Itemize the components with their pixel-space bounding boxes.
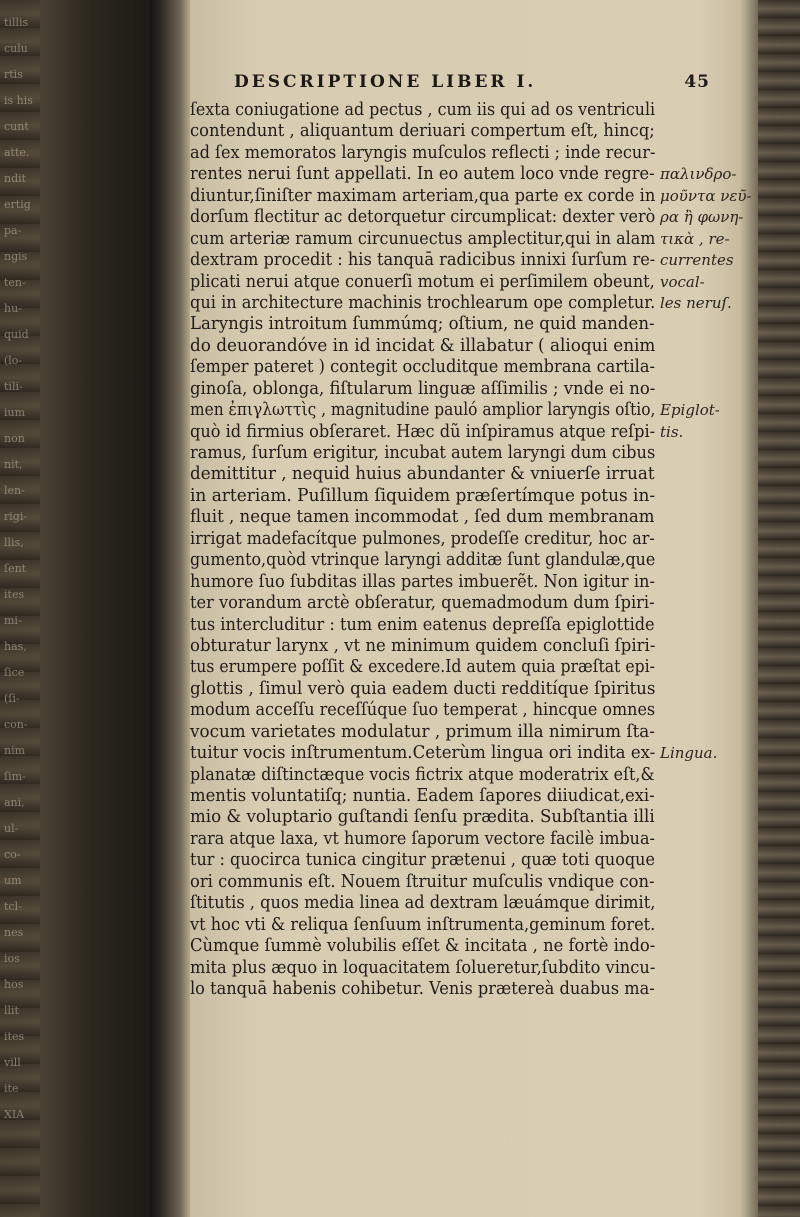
left-page-fragment: mi- xyxy=(4,614,22,627)
text-line xyxy=(190,765,750,786)
text-line-content: qui in architecture machinis trochlearum ope completur. xyxy=(190,292,656,313)
text-line-content: tur : quocirca tunica cingitur prætenui , quæ toti quoque xyxy=(190,850,655,871)
left-page-fragment: llit xyxy=(4,1004,19,1017)
text-line-content: ori communis eſt. Nouem ſtruitur muſculis vndique con- xyxy=(190,871,655,892)
margin-note: Lingua. xyxy=(660,744,718,763)
left-page-fragment: um xyxy=(4,874,22,887)
left-page-fragment: nit, xyxy=(4,458,23,471)
left-page-fragment: con- xyxy=(4,718,28,731)
margin-note: παλινδρο- xyxy=(660,165,737,184)
text-line xyxy=(190,357,750,378)
text-line-content: vt hoc vti & reliqua ſenſuum inſtrumenta,geminum foret. xyxy=(190,914,656,935)
text-line xyxy=(190,572,750,593)
body-text xyxy=(190,100,750,1000)
text-line-content: in arteriam. Puſillum ſiquidem præſertímque potus in- xyxy=(190,485,656,506)
text-line xyxy=(190,400,750,421)
text-line xyxy=(190,229,750,250)
left-page-fragment: ndit xyxy=(4,172,27,185)
left-page-fragment: ul- xyxy=(4,822,19,835)
text-line xyxy=(190,250,750,271)
margin-note: Epiglot- xyxy=(660,401,720,420)
text-line-content: fluit , neque tamen incommodat , ſed dum membranam xyxy=(190,507,655,528)
text-line-content: diuntur,ſiniſter maximam arteriam,qua parte ex corde in xyxy=(190,185,656,206)
left-page-fragment: (ſi- xyxy=(4,692,20,705)
left-page-fragment: hos xyxy=(4,978,24,991)
left-page-fragment: ſent xyxy=(4,562,27,575)
text-line-content: ter vorandum arctè obſeratur, quemadmodum dum ſpiri- xyxy=(190,593,655,614)
left-page-fragment: ſim- xyxy=(4,770,26,783)
text-line-content: demittitur , nequid huius abundanter & vniuerſe irruat xyxy=(190,464,655,485)
text-line-content: dextram procedit : his tanquā radicibus innixi ſurſum re- xyxy=(190,250,656,271)
text-line xyxy=(190,593,750,614)
text-line-content: plicati nerui atque conuerſi motum ei perſimilem obeunt, xyxy=(190,271,655,292)
left-page-fragment: llis, xyxy=(4,536,24,549)
left-page-fragment: ſice xyxy=(4,666,25,679)
left-page-fragment: pa- xyxy=(4,224,22,237)
text-line xyxy=(190,615,750,636)
text-line-content: ramus, ſurſum erigitur, incubat autem laryngi dum cibus xyxy=(190,443,656,463)
text-line xyxy=(190,121,750,142)
text-line-content: obturatur larynx , vt ne minimum quidem concluſi ſpiri- xyxy=(190,635,656,656)
left-page-fragment: atte. xyxy=(4,146,30,159)
left-page-fragment: quid xyxy=(4,328,29,341)
left-page-fragment: ites xyxy=(4,588,25,601)
text-line xyxy=(190,186,750,207)
left-page-fragment: is his xyxy=(4,94,33,107)
margin-note: tis. xyxy=(660,422,684,441)
left-page-fragment: ium xyxy=(4,406,26,419)
text-line-content: humore ſuo ſubditas illas partes imbuerẽt. Non igitur in- xyxy=(190,571,655,592)
text-line xyxy=(190,336,750,357)
text-line xyxy=(190,850,750,871)
text-line xyxy=(190,679,750,700)
text-line-content: rentes nerui ſunt appellati. In eo autem loco vnde regre- xyxy=(190,164,655,185)
text-line xyxy=(190,979,750,1000)
left-page-fragment: len- xyxy=(4,484,25,497)
margin-note: les neruſ. xyxy=(660,293,732,312)
text-line-content: contendunt , aliquantum deriuari compertum eſt, hincq; xyxy=(190,121,655,142)
book-page xyxy=(190,70,750,1210)
left-page-fragment: ites xyxy=(4,1030,25,1043)
left-page-fragment: nes xyxy=(4,926,24,939)
left-page-fragment: ite xyxy=(4,1082,19,1095)
text-line xyxy=(190,486,750,507)
left-page-fragment: (lo- xyxy=(4,354,23,367)
left-page-fragments xyxy=(4,10,38,1128)
text-line-content: do deuorandóve in id incidat & illabatur ( alioqui enim xyxy=(190,335,656,356)
left-page-fragment: co- xyxy=(4,848,21,861)
text-line xyxy=(190,379,750,400)
text-line xyxy=(190,529,750,550)
right-page-edge xyxy=(758,0,800,1217)
text-line xyxy=(190,700,750,721)
text-line xyxy=(190,636,750,657)
left-page-fragment: ten- xyxy=(4,276,26,289)
left-page-fragment: hu- xyxy=(4,302,22,315)
left-page-fragment: non xyxy=(4,432,25,445)
book-spine-shadow xyxy=(150,0,190,1217)
text-line xyxy=(190,936,750,957)
text-line-content: tus erumpere poſſit & excedere.Id autem quia præſtat epi- xyxy=(190,657,655,678)
text-line-content: rara atque laxa, vt humore ſaporum vectore facilè imbua- xyxy=(190,828,655,849)
text-line xyxy=(190,443,750,464)
page-number: 45 xyxy=(684,72,710,92)
text-line xyxy=(190,743,750,764)
text-line-content: lo tanquā habenis cohibetur. Venis prætereà duabus ma- xyxy=(190,978,655,999)
left-page-fragment: has, xyxy=(4,640,27,653)
text-line xyxy=(190,314,750,335)
left-page-fragment: tili- xyxy=(4,380,23,393)
left-page-fragment: ngis xyxy=(4,250,28,263)
text-line-content: irrigat madefacítque pulmones, prodeſſe creditur, hoc ar- xyxy=(190,528,655,549)
left-page-fragment: ani, xyxy=(4,796,25,809)
margin-note: currentes xyxy=(660,251,734,270)
margin-note: μοῦντα νεῦ- xyxy=(660,186,752,205)
text-line-content: vocum varietates modulatur , primum illa nimirum ſta- xyxy=(190,721,655,742)
page-header xyxy=(220,72,720,100)
text-line xyxy=(190,893,750,914)
text-line xyxy=(190,293,750,314)
text-line xyxy=(190,100,750,121)
left-page-fragment: tillis xyxy=(4,16,29,29)
text-line xyxy=(190,464,750,485)
margin-note: vocal- xyxy=(660,272,705,291)
left-page-fragment: XIA xyxy=(4,1108,25,1121)
text-line-content: ſtitutis , quos media linea ad dextram læuámque dirimit, xyxy=(190,893,656,914)
text-line-content: ad ſex memoratos laryngis muſculos reflecti ; inde recur- xyxy=(190,142,656,163)
margin-note: τικὰ , re- xyxy=(660,229,730,248)
text-line-content: glottis , ſimul verò quia eadem ducti redditíque ſpiritus xyxy=(190,678,656,699)
text-line-content: mio & voluptario guſtandi ſenſu prædita. Subſtantia illi xyxy=(190,807,655,828)
text-line-content: modum acceſſu receſſúque ſuo temperat , hincque omnes xyxy=(190,700,656,721)
text-line xyxy=(190,507,750,528)
left-page-fragment: ios xyxy=(4,952,20,965)
text-line-content: ſemper pateret ) contegit occluditque membrana cartila- xyxy=(190,357,655,378)
text-line-content: tuitur vocis inſtrumentum.Ceterùm lingua ori indita ex- xyxy=(190,743,656,764)
text-line-content: Cùmque ſummè volubilis eſſet & incitata , ne fortè indo- xyxy=(190,936,656,957)
text-line-content: ginoſa, oblonga, fiſtularum linguæ aſſimilis ; vnde ei no- xyxy=(190,378,656,399)
text-line-content: mita plus æquo in loquacitatem ſolueretur,ſubdito vincu- xyxy=(190,957,656,978)
left-page-fragment: vill xyxy=(4,1056,21,1069)
text-line xyxy=(190,722,750,743)
left-page-fragment: culu xyxy=(4,42,28,55)
left-page-fragment: rigi- xyxy=(4,510,28,523)
running-title: DESCRIPTIONE LIBER I. xyxy=(234,72,537,92)
left-page-fragment: rtis xyxy=(4,68,23,81)
text-line xyxy=(190,422,750,443)
text-line-content: mentis voluntatiſq; nuntia. Eadem ſapores diiudicat,exi- xyxy=(190,786,655,806)
text-line xyxy=(190,829,750,850)
text-line-content: cum arteriæ ramum circunuectus amplectitur,qui in alam xyxy=(190,228,656,249)
text-line-content: men ἐπιγλωττὶς , magnitudine pauló amplior laryngis oſtio, xyxy=(190,400,656,421)
text-line-content: tus intercluditur : tum enim eatenus depreſſa epiglottide xyxy=(190,614,655,635)
text-line-content: dorſum flectitur ac detorquetur circumplicat: dexter verò xyxy=(190,207,656,228)
left-page-fragment: tcl- xyxy=(4,900,22,913)
left-page-fragment: cunt xyxy=(4,120,29,133)
text-line xyxy=(190,872,750,893)
text-line xyxy=(190,143,750,164)
text-line-content: quò id firmius obſeraret. Hæc dũ inſpiramus atque reſpi- xyxy=(190,421,656,442)
text-line xyxy=(190,807,750,828)
left-page-fragment: nim xyxy=(4,744,26,757)
text-line-content: planatæ diſtinctæque vocis fictrix atque moderatrix eſt,& xyxy=(190,764,655,785)
text-line xyxy=(190,786,750,807)
text-line xyxy=(190,657,750,678)
text-line xyxy=(190,207,750,228)
text-line-content: ſexta coniugatione ad pectus , cum iis qui ad os ventriculi xyxy=(190,100,656,120)
text-line xyxy=(190,958,750,979)
margin-note: ρα ἢ φωνη- xyxy=(660,208,744,227)
text-line xyxy=(190,550,750,571)
text-line xyxy=(190,272,750,293)
text-line-content: gumento,quòd vtrinque laryngi additæ ſunt glandulæ,que xyxy=(190,550,656,571)
left-page-fragment: ertig xyxy=(4,198,31,211)
text-line xyxy=(190,164,750,185)
text-line xyxy=(190,915,750,936)
text-line-content: Laryngis introitum ſummúmq; oſtium, ne quid manden- xyxy=(190,314,655,335)
